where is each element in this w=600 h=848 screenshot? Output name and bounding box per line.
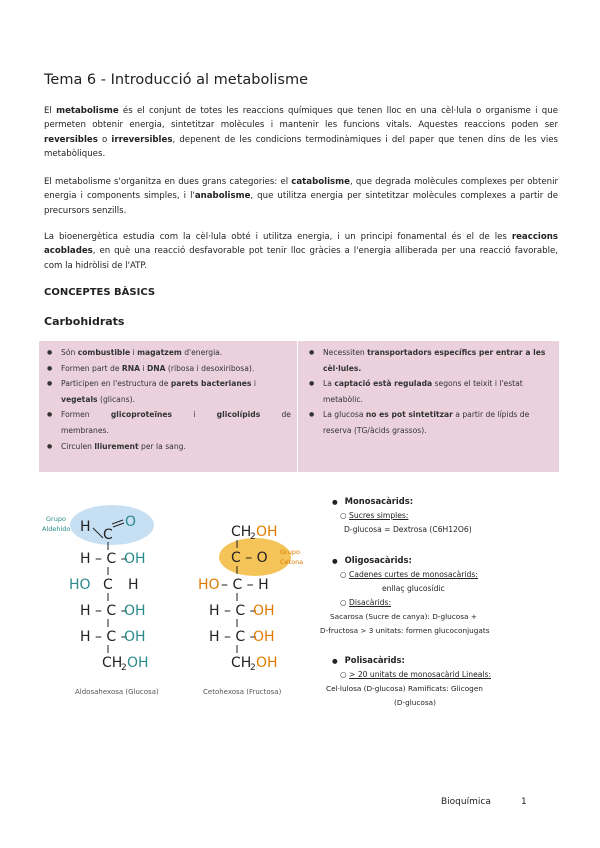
polysaccharides-example-2: (D-glucosa) xyxy=(394,698,436,707)
svg-text:OH: OH xyxy=(256,524,278,540)
paragraph-bioenergetics: La bioenergètica estudia com la cèl·lula obté i utilitza energia, i un principi fonamental és el de les reaccions acoblades, en què una reacció desfavorable pot tenir lloc gràcies a l'energia alliberada per una reacció favorable, com la hidròlisi de l'ATP. xyxy=(44,232,558,271)
polysaccharides-example-1: Cel·lulosa (D-glucosa) Ramificats: Glicogen xyxy=(326,684,483,693)
svg-text:CH: CH xyxy=(231,524,252,540)
aldehyde-label-2: Aldehído xyxy=(42,525,71,533)
list-item: ● Necessiten transportadors específics per entrar a les cèl·lules. xyxy=(301,345,556,376)
svg-text:OH: OH xyxy=(253,603,275,619)
svg-text:HO: HO xyxy=(69,577,91,593)
svg-text:2: 2 xyxy=(121,663,127,673)
oligosaccharides-heading: ● Oligosacàrids: xyxy=(332,555,412,565)
ketone-label-1: Grupo xyxy=(280,548,300,556)
list-item: ● La glucosa no es pot sintetitzar a partir de lípids de reserva (TG/àcids grassos). xyxy=(301,407,556,438)
svg-text:H – C –: H – C – xyxy=(80,551,128,567)
svg-text:H – C –: H – C – xyxy=(209,603,257,619)
glycosidic-bond-text: enllaç glucosídic xyxy=(382,584,445,593)
list-item: ● Circulen lliurement per la sang. xyxy=(39,439,291,455)
svg-text:HO: HO xyxy=(198,577,220,593)
svg-text:OH: OH xyxy=(124,603,146,619)
svg-text:H – C –: H – C – xyxy=(80,629,128,645)
subsection-heading-carbohydrates: Carbohidrats xyxy=(44,315,125,328)
svg-text:H: H xyxy=(80,519,91,535)
footer-subject: Bioquímica xyxy=(441,797,491,807)
svg-text:C: C xyxy=(103,577,113,593)
list-item: ● Són combustible i magatzem d'energia. xyxy=(39,345,291,361)
aldose-caption: Aldosahexosa (Glucosa) xyxy=(75,688,159,696)
svg-text:OH: OH xyxy=(124,551,146,567)
page-title: Tema 6 - Introducció al metabolisme xyxy=(44,72,308,88)
svg-text:H – C –: H – C – xyxy=(80,603,128,619)
oligosaccharides-subitem: ○ Cadenes curtes de monosacàrids: xyxy=(340,570,478,579)
page-number: 1 xyxy=(521,797,527,807)
ketose-structure xyxy=(198,524,303,696)
svg-text:2: 2 xyxy=(250,663,256,673)
box-left-column xyxy=(39,345,291,454)
svg-text:H – C –: H – C – xyxy=(209,629,257,645)
disaccharides-subitem: ○ Disacàrids: xyxy=(340,598,392,607)
svg-text:2: 2 xyxy=(250,532,256,542)
svg-text:OH: OH xyxy=(256,655,278,671)
disaccharides-example-2: D-fructosa > 3 unitats: formen glucoconjugats xyxy=(320,626,490,635)
aldehyde-label-1: Grupo xyxy=(46,515,66,523)
list-item: ● Participen en l'estructura de parets bacterianes i vegetals (glicans). xyxy=(39,376,291,407)
box-divider xyxy=(297,341,298,472)
section-heading-concepts: CONCEPTES BÀSICS xyxy=(44,287,156,298)
svg-text:H: H xyxy=(128,577,139,593)
paragraph-metabolism: El metabolisme és el conjunt de totes les reaccions químiques que tenen lloc en una cèl·lula o organisme i que permeten obtenir energia, sintetitzar molècules i mantenir les funcions vitals. Aquestes reaccions poden ser reversibles o irreversibles, depenent de les condicions termodinàmiques i del paper que tenen dins de les vies metabòliques. xyxy=(44,106,558,160)
disaccharides-example-1: Sacarosa (Sucre de canya): D-glucosa + xyxy=(330,612,477,621)
svg-text:C – O: C – O xyxy=(231,550,268,566)
sugar-structures-diagram xyxy=(40,500,310,705)
svg-text:O: O xyxy=(125,514,137,530)
svg-text:OH: OH xyxy=(127,655,149,671)
list-item: ● La captació està regulada segons el teixit i l'estat metabòlic. xyxy=(301,376,556,407)
monosaccharides-subitem: ○ Sucres simples: xyxy=(340,511,409,520)
svg-text:CH: CH xyxy=(231,655,252,671)
box-right-column xyxy=(301,345,556,439)
svg-text:OH: OH xyxy=(253,629,275,645)
monosaccharides-example: D-glucosa = Dextrosa (C6H12O6) xyxy=(344,525,472,534)
paragraph-categories: El metabolisme s'organitza en dues grans categories: el catabolisme, que degrada molècules complexes per obtenir energia i components simples, i l'anabolisme, que utilitza energia per sintetitzar molècules complexes a partir de precursors senzills. xyxy=(44,177,559,216)
polysaccharides-heading: ● Polisacàrids: xyxy=(332,655,405,665)
polysaccharides-subitem: ○ > 20 unitats de monosacàrid Lineals: xyxy=(340,670,492,679)
ketone-label-2: Cetona xyxy=(280,558,304,566)
aldose-structure xyxy=(42,505,159,696)
list-item: ● Formen part de RNA i DNA (ribosa i desoxiribosa). xyxy=(39,361,291,377)
monosaccharides-heading: ● Monosacàrids: xyxy=(332,496,413,506)
carbohydrates-summary-box xyxy=(39,341,559,472)
list-item: ● Formen glicoproteïnes i glicolípids de membranes. xyxy=(39,407,291,438)
svg-text:OH: OH xyxy=(124,629,146,645)
svg-text:C: C xyxy=(103,527,113,543)
ketose-caption: Cetohexosa (Fructosa) xyxy=(203,688,282,696)
svg-text:– C – H: – C – H xyxy=(221,577,269,593)
svg-text:CH: CH xyxy=(102,655,123,671)
